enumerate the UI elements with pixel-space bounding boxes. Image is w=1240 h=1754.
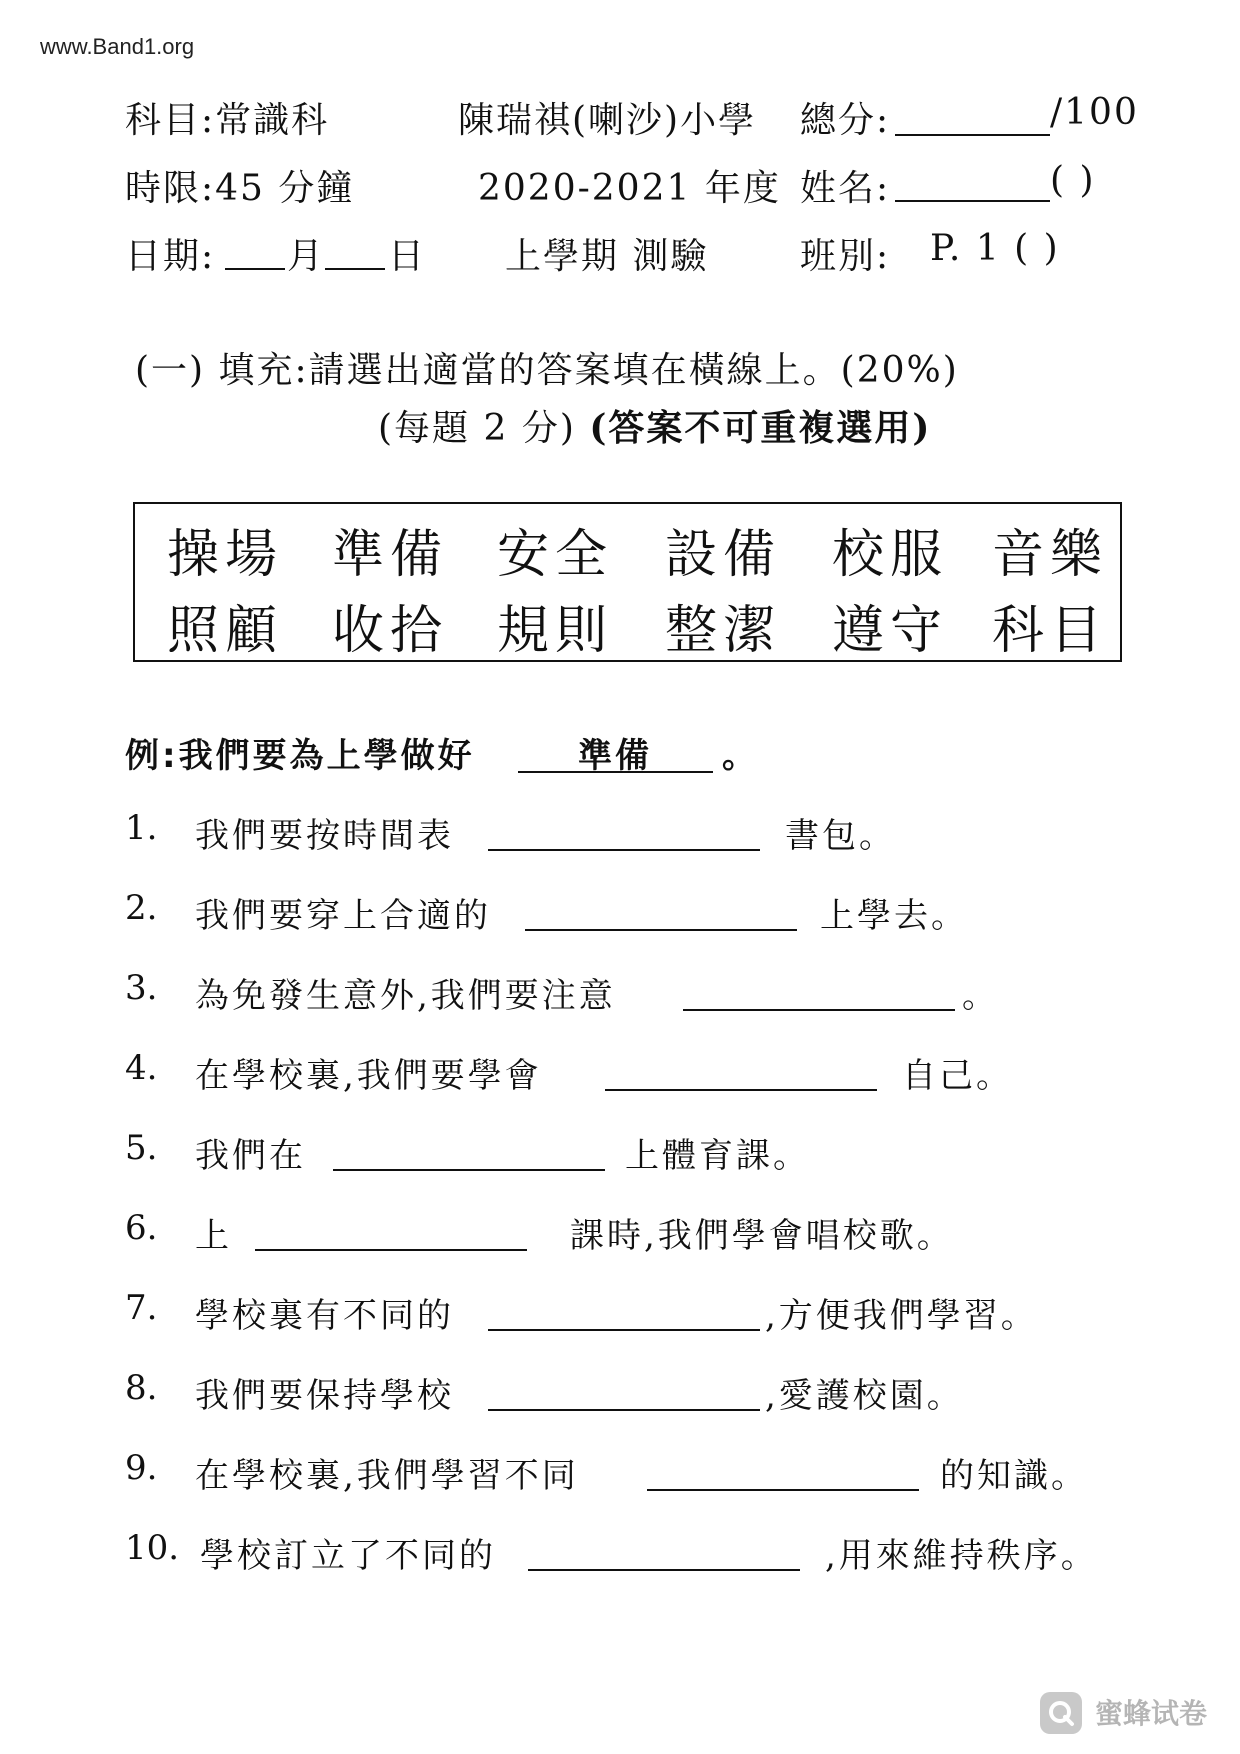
- no-repeat-note: (答案不可重複選用): [589, 407, 932, 449]
- question-text-before: 為免發生意外,我們要注意: [195, 976, 616, 1016]
- date-label: 日期:: [125, 236, 216, 277]
- question-number: 3.: [125, 968, 158, 1008]
- month-label: 月: [287, 236, 326, 277]
- total-score-label: 總分:: [800, 100, 891, 141]
- question-text-before: 我們要保持學校: [195, 1376, 454, 1416]
- question-text-after: 上學去。: [820, 896, 968, 936]
- answer-blank-4[interactable]: [605, 1089, 877, 1091]
- school-name: 陳瑞祺(喇沙)小學: [458, 100, 757, 141]
- total-score-suffix: /100: [1050, 92, 1139, 133]
- answer-blank-8[interactable]: [488, 1409, 760, 1411]
- class-label: 班別:: [800, 236, 891, 277]
- question-text-after: ,愛護校園。: [765, 1376, 964, 1416]
- watermark-text: 蜜蜂试卷: [1095, 1697, 1208, 1730]
- question-number: 9.: [125, 1448, 158, 1488]
- answer-blank-5[interactable]: [333, 1169, 605, 1171]
- answer-blank-9[interactable]: [647, 1489, 919, 1491]
- question-text-after: 。: [962, 976, 999, 1016]
- name-number-paren: ( ): [1050, 160, 1096, 201]
- word-bank-item: 照顧: [167, 601, 284, 661]
- question-number: 5.: [125, 1128, 158, 1168]
- name-label: 姓名:: [800, 168, 891, 209]
- question-number: 10.: [125, 1528, 180, 1568]
- word-bank-item: 科目: [992, 601, 1109, 661]
- answer-blank-6[interactable]: [255, 1249, 527, 1251]
- question-text-after: 課時,我們學會唱校歌。: [570, 1216, 954, 1256]
- answer-blank-2[interactable]: [525, 929, 797, 931]
- section-title: (一) 填充:請選出適當的答案填在橫線上。(20%): [135, 350, 959, 391]
- question-text-before: 在學校裏,我們要學會: [195, 1056, 542, 1096]
- question-text-after: 自己。: [902, 1056, 1013, 1096]
- word-bank-item: 校服: [832, 525, 949, 585]
- example-prefix: 例:我們要為上學做好: [125, 736, 475, 776]
- word-bank-item: 遵守: [832, 601, 949, 661]
- word-bank-item: 音樂: [992, 525, 1109, 585]
- term-label: 上學期 測驗: [505, 236, 709, 277]
- day-label: 日: [388, 236, 427, 277]
- subject-label: 科目:常識科: [125, 100, 330, 141]
- section-subtitle: [378, 400, 931, 451]
- word-bank-item: 設備: [665, 525, 782, 585]
- word-bank-item: 整潔: [665, 601, 782, 661]
- word-bank-item: 收拾: [332, 601, 449, 661]
- day-blank[interactable]: [325, 268, 385, 270]
- example-answer: 準備: [578, 736, 652, 776]
- question-text-before: 我們在: [195, 1136, 306, 1176]
- question-text-before: 我們要按時間表: [195, 816, 454, 856]
- word-bank-item: 操場: [167, 525, 284, 585]
- q-bubble-icon: [1040, 1692, 1082, 1734]
- question-text-after: ,用來維持秩序。: [825, 1536, 1098, 1576]
- question-text-after: ,方便我們學習。: [765, 1296, 1038, 1336]
- question-text-before: 上: [195, 1216, 232, 1256]
- question-text-before: 我們要穿上合適的: [195, 896, 491, 936]
- answer-blank-10[interactable]: [528, 1569, 800, 1571]
- question-number: 6.: [125, 1208, 158, 1248]
- answer-blank-3[interactable]: [683, 1009, 955, 1011]
- name-blank[interactable]: [895, 200, 1050, 202]
- website-url: www.Band1.org: [40, 34, 195, 59]
- month-blank[interactable]: [225, 268, 285, 270]
- example-blank: [518, 771, 713, 773]
- word-bank-item: 準備: [332, 525, 449, 585]
- question-number: 2.: [125, 888, 158, 928]
- word-bank-item: 規則: [497, 601, 614, 661]
- example-suffix: 。: [722, 736, 759, 776]
- question-number: 7.: [125, 1288, 158, 1328]
- word-bank: [133, 502, 1122, 662]
- answer-blank-7[interactable]: [488, 1329, 760, 1331]
- class-value: P. 1 ( ): [930, 228, 1060, 269]
- question-number: 8.: [125, 1368, 158, 1408]
- question-text-after: 上體育課。: [625, 1136, 810, 1176]
- question-text-before: 在學校裏,我們學習不同: [195, 1456, 579, 1496]
- answer-blank-1[interactable]: [488, 849, 760, 851]
- question-text-after: 的知識。: [940, 1456, 1088, 1496]
- word-bank-item: 安全: [497, 525, 614, 585]
- total-score-blank[interactable]: [895, 134, 1050, 136]
- school-year: 2020-2021 年度: [478, 168, 781, 209]
- question-number: 4.: [125, 1048, 158, 1088]
- question-text-before: 學校訂立了不同的: [200, 1536, 496, 1576]
- question-text-before: 學校裏有不同的: [195, 1296, 454, 1336]
- question-text-after: 書包。: [785, 816, 896, 856]
- points-note: (每題 2 分): [378, 408, 576, 449]
- time-limit-label: 時限:45 分鐘: [125, 168, 355, 209]
- question-number: 1.: [125, 808, 158, 848]
